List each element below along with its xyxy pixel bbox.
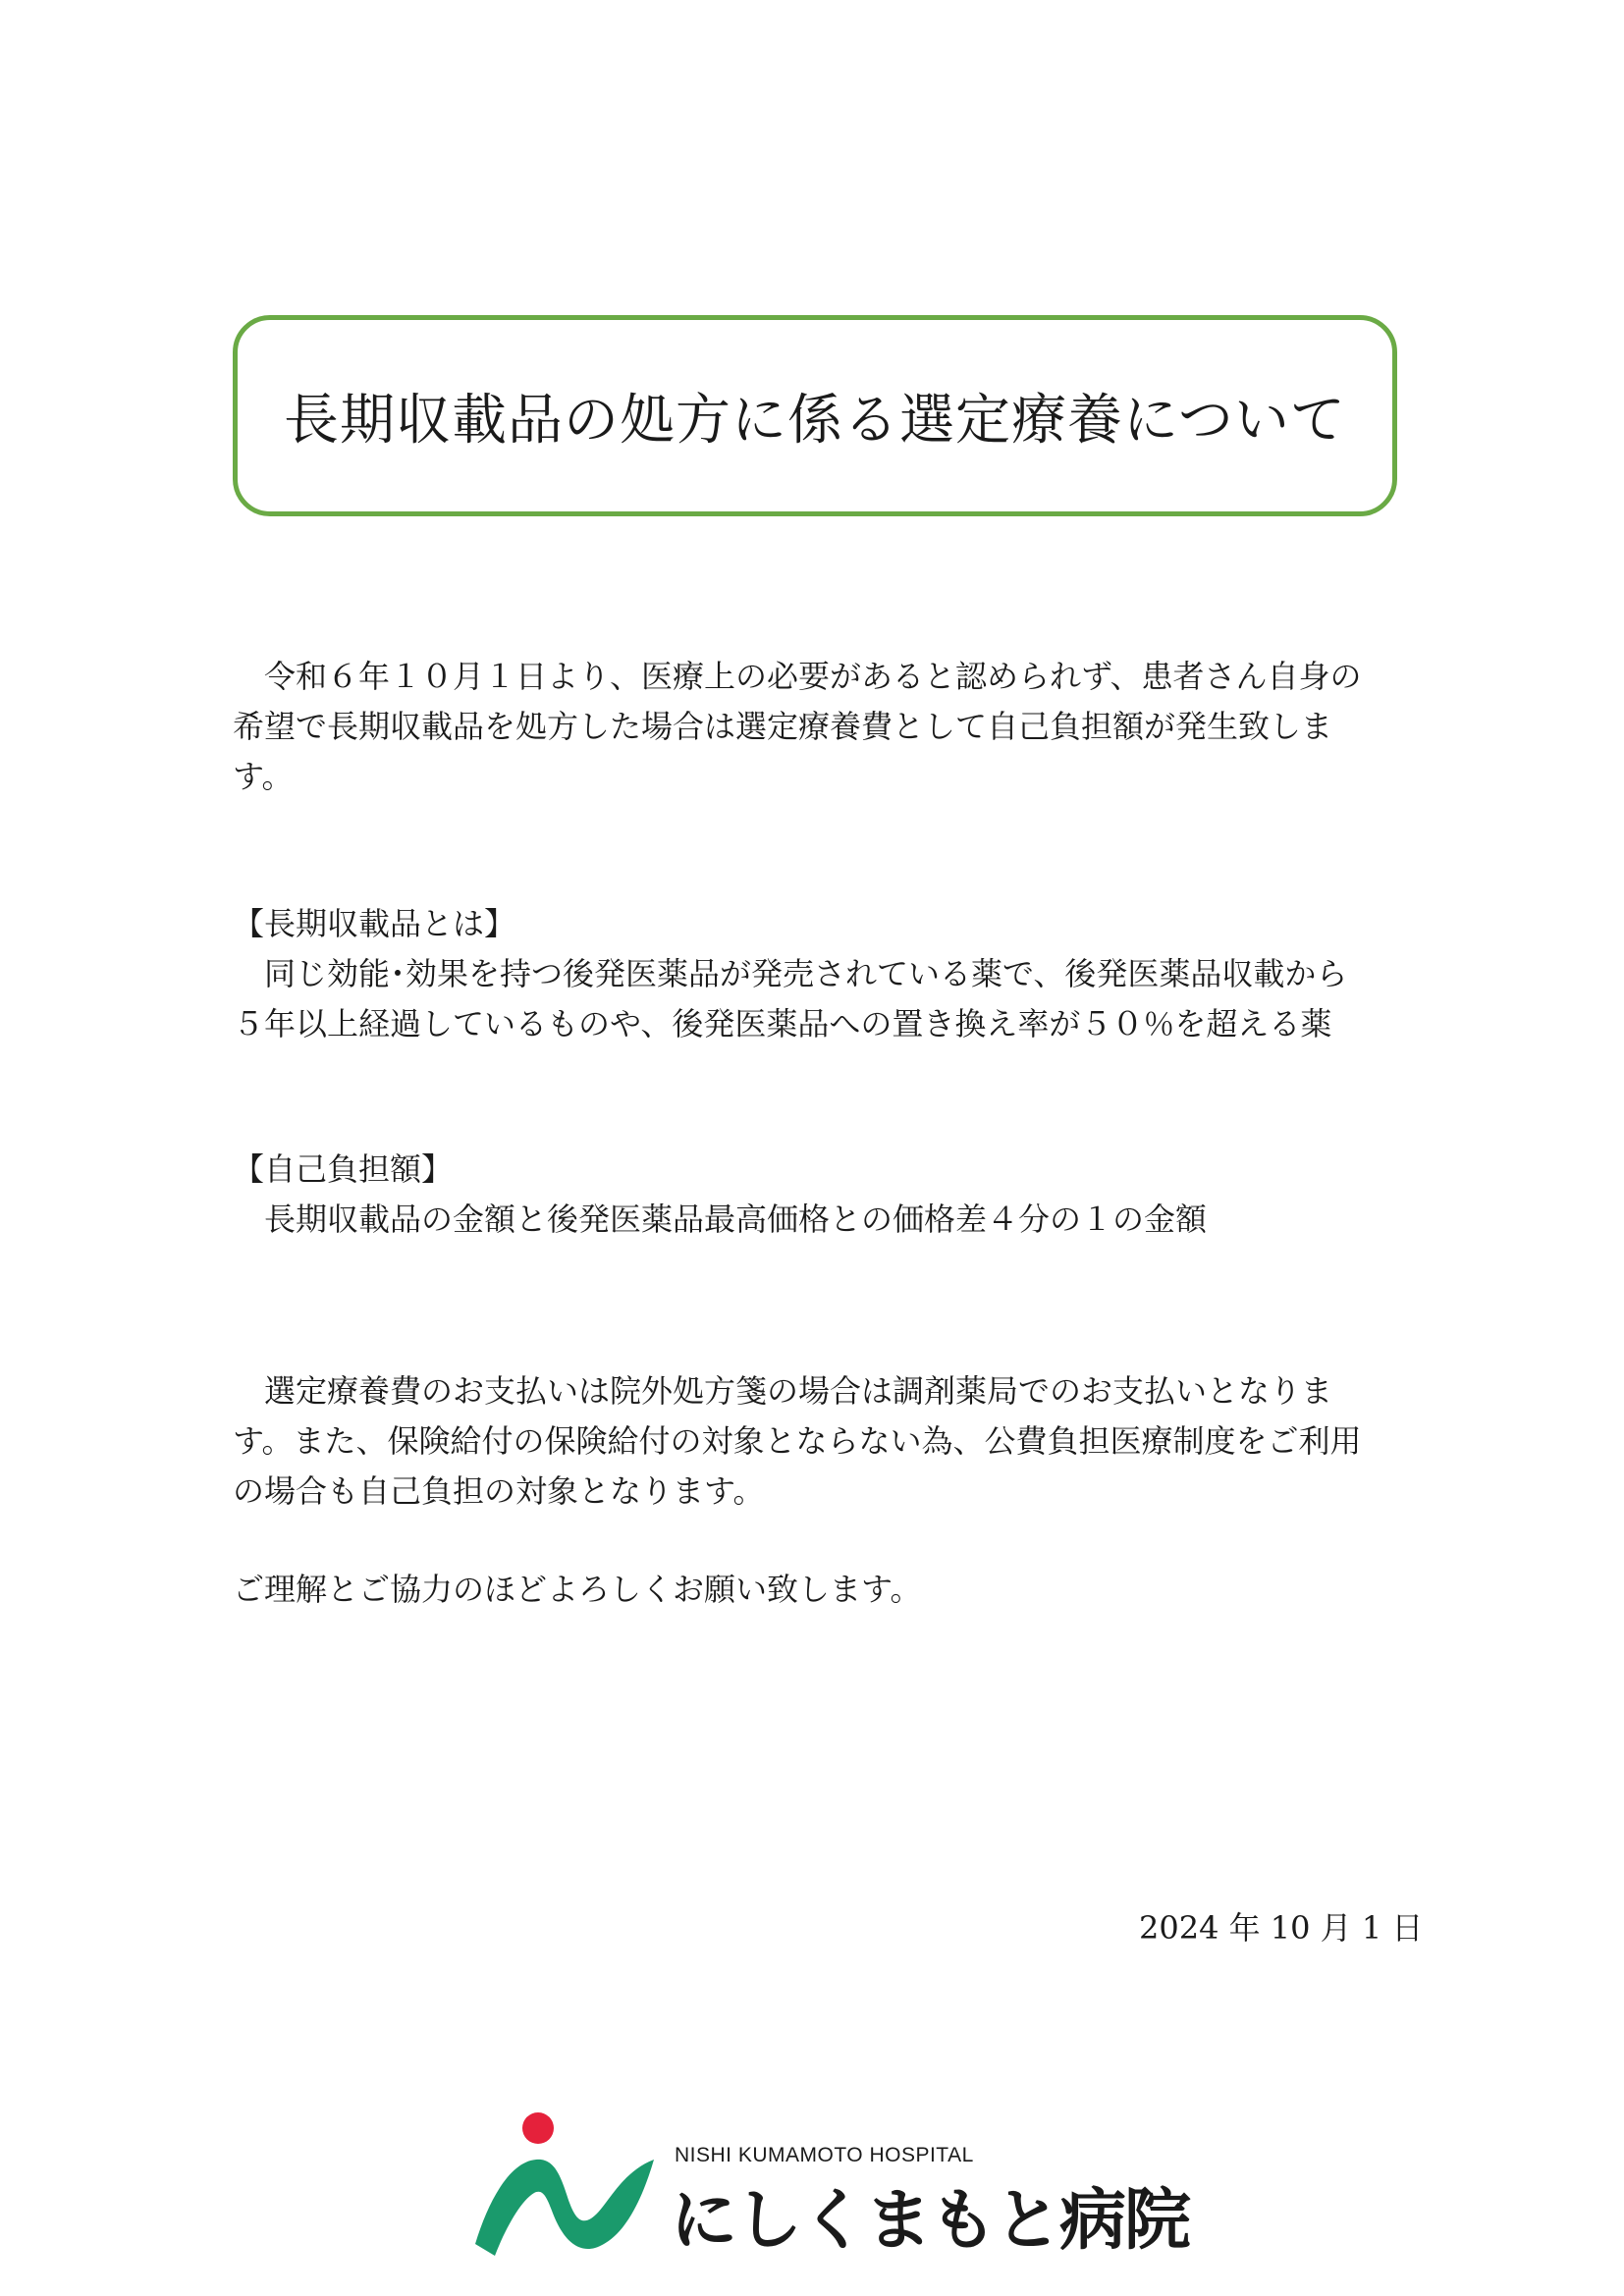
section-heading: 【自己負担額】 xyxy=(233,1150,454,1188)
section-heading: 【長期収載品とは】 xyxy=(233,905,516,942)
section-self-pay xyxy=(233,1145,1401,1245)
section-line: 同じ効能･効果を持つ後発医薬品が発売されている薬で、後発医薬品収載から xyxy=(233,955,1348,992)
payment-paragraph xyxy=(233,1366,1401,1517)
hospital-name-en: NISHI KUMAMOTO HOSPITAL xyxy=(675,2144,974,2166)
hospital-logo-mark-icon xyxy=(471,2109,658,2256)
closing-paragraph xyxy=(233,1565,1401,1615)
intro-line: 希望で長期収載品を処方した場合は選定療養費として自己負担額が発生致しま xyxy=(233,708,1333,745)
title-box xyxy=(233,315,1397,516)
payment-line: の場合も自己負担の対象となります。 xyxy=(233,1472,765,1510)
intro-line: 令和６年１０月１日より、医療上の必要があると認められず、患者さん自身の xyxy=(233,658,1362,695)
section-long-listed-drugs xyxy=(233,899,1401,1049)
issue-date: 2024 年 10 月 1 日 xyxy=(1139,1909,1424,1947)
payment-line: 選定療養費のお支払いは院外処方箋の場合は調剤薬局でのお支払いとなりま xyxy=(233,1372,1333,1410)
hospital-logo xyxy=(471,2109,1190,2260)
intro-line: す。 xyxy=(233,758,294,795)
section-line: ５年以上経過しているものや、後発医薬品への置き換え率が５０％を超える薬 xyxy=(233,1005,1332,1042)
payment-line: す。また、保険給付の保険給付の対象とならない為、公費負担医療制度をご利用 xyxy=(233,1422,1362,1460)
closing-line: ご理解とご協力のほどよろしくお願い致します。 xyxy=(233,1571,922,1608)
intro-paragraph xyxy=(233,652,1401,802)
section-line: 長期収載品の金額と後発医薬品最高価格との価格差４分の１の金額 xyxy=(233,1201,1208,1238)
hospital-name-jp: にしくまもと病院 xyxy=(671,2182,1190,2260)
page-title: 長期収載品の処方に係る選定療養について xyxy=(284,388,1346,453)
